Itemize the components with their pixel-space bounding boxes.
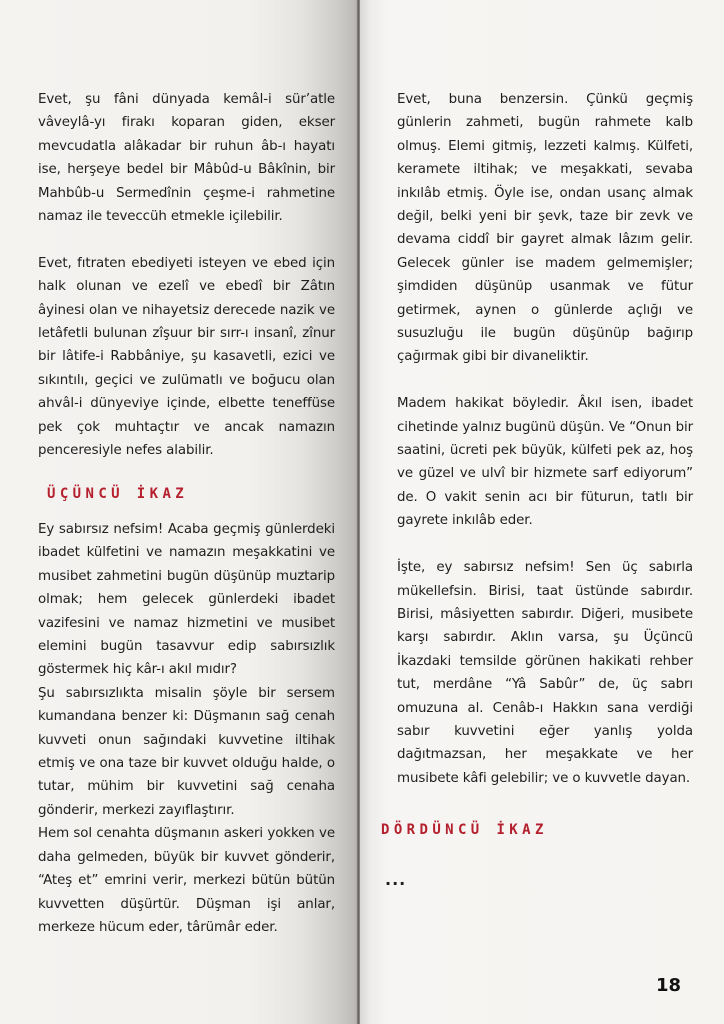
- paragraph: Hem sol cenahta düşmanın askeri yokken ve daha gelmeden, büyük bir kuvvet gönderir, “Ateş et” emrini verir, merkezi bütün bütün kuvvetten düşürtür. Düşman işi anlar, merkeze hücum eder, târümâr eder.: [38, 826, 335, 935]
- continuation-ellipsis: ...: [385, 870, 407, 889]
- left-column-top: [38, 88, 335, 462]
- right-column: [397, 88, 693, 790]
- paragraph: Şu sabırsızlıkta misalin şöyle bir sersem kumandana benzer ki: Düşmanın sağ cenah kuvveti onun sağındaki kuvvetine iltihak etmiş ve ona taze bir kuvvet olduğu halde, o tutar, mühim bir kuvvetini sağ cenaha gönderir, merkezi zayıflaştırır.: [38, 685, 335, 818]
- book-spine: [357, 0, 360, 1024]
- left-column-bottom: [38, 518, 335, 939]
- paragraph: Evet, buna benzersin. Çünkü geçmiş günlerin zahmeti, bugün rahmete kalb olmuş. Elemi gitmiş, lezzeti kalmış. Külfeti, keramete iltihak; ve meşakkati, sevaba inkılâb etmiş. Öyle ise, ondan usanç almak değil, belki yeni bir şevk, taze bir zevk ve devama ciddî bir gayret almak lâzım gelir. Gelecek günler ise madem gelmemişler; şimdiden düşünüp usanmak ve fütur getirmek, aynen o günlerde açlığı ve susuzluğu ile bugün düşünüp bağırıp çağırmak gibi bir divaneliktir.: [397, 92, 693, 365]
- paragraph: Ey sabırsız nefsim! Acaba geçmiş günlerdeki ibadet külfetini ve namazın meşakkatini ve musibet zahmetini bugün düşünüp muztarip olmak; hem gelecek günlerdeki ibadet vazifesini ve namaz hizmetini ve musibet elemini bugün tasavvur edip sabırsızlık göstermek hiç kâr-ı akıl mıdır?: [38, 522, 335, 678]
- paragraph: Evet, fıtraten ebediyeti isteyen ve ebed için halk olunan ve ezelî ve ebedî bir Zâtın âyinesi olan ve nihayetsiz derecede nazik ve letâfetli bulunan zîşuur bir sırr-ı insanî, zînur bir lâtife-i Rabbâniye, şu kasavetli, ezici ve sıkıntılı, geçici ve zulümatlı ve boğucu olan ahvâl-i dünyeviye içinde, elbette teneffüse pek çok muhtaçtır ve ancak namazın penceresiyle nefes alabilir.: [38, 255, 335, 459]
- paragraph: Madem hakikat böyledir. Âkıl isen, ibadet cihetinde yalnız bugünü düşün. Ve “Onun bir saatini, ücreti pek büyük, külfeti pek az, hoş ve güzel ve ulvî bir hizmete sarf ediyorum” de. O vakit senin acı bir füturun, tatlı bir gayrete inkılâb eder.: [397, 396, 693, 529]
- paragraph: İşte, ey sabırsız nefsim! Sen üç sabırla mükellefsin. Birisi, taat üstünde sabırdır. Birisi, mâsiyetten sabırdır. Diğeri, musibete karşı sabırdır. Aklın varsa, şu Üçüncü İkazdaki temsilde görünen hakikati rehber tut, merdâne “Yâ Sabûr” de, üç sabrı omuzuna al. Cenâb-ı Hakkın sana verdiği sabır kuvvetini eğer yanlış yolda dağıtmazsan, her meşakkate ve her musibete kâfi gelebilir; ve o kuvvetle dayan.: [397, 560, 693, 786]
- section-heading-dorduncu-ikaz: DÖRDÜNCÜ İKAZ: [381, 822, 548, 838]
- paragraph: Evet, şu fâni dünyada kemâl-i sür’atle vâveylâ-yı firakı koparan giden, ekser mevcudatla alâkadar bir ruhun âb-ı hayatı ise, herşeye bedel bir Mâbûd-u Bâkînin, bir Mahbûb-u Sermedînin çeşme-i rahmetine namaz ile teveccüh etmekle içilebilir.: [38, 92, 335, 225]
- page-number: 18: [656, 975, 682, 996]
- section-heading-ucuncu-ikaz: ÜÇÜNCÜ İKAZ: [47, 486, 189, 502]
